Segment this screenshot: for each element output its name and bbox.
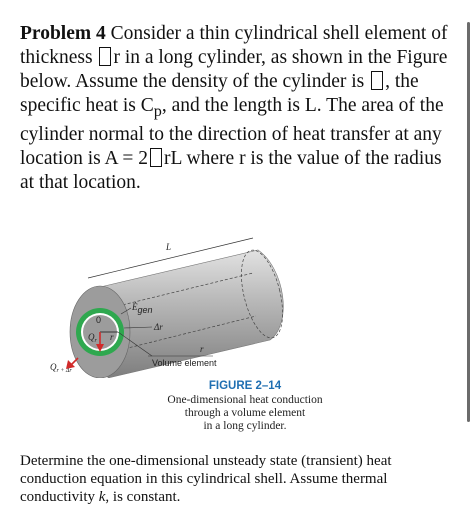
label-length: L — [166, 242, 172, 252]
label-origin: 0 — [96, 315, 102, 325]
label-volume-element: Volume element — [152, 358, 217, 368]
task-statement — [20, 452, 450, 506]
figure-label: FIGURE 2–14 — [208, 380, 282, 392]
missing-symbol-box — [371, 71, 383, 90]
label-radius: r — [110, 332, 114, 342]
task-text-1: Determine the one-dimensional unsteady state (transient) heat conduction equation in this cylindrical shell. Assume thermal conductivity — [20, 453, 392, 505]
caption-line-2: through a volume element — [184, 407, 306, 419]
problem-title: Problem 4 — [20, 23, 106, 44]
task-text-2: , is constant. — [105, 489, 181, 505]
problem-statement — [20, 22, 450, 195]
label-delta-r: Δr — [154, 322, 163, 332]
figure-caption — [140, 380, 350, 433]
cp-subscript: p — [153, 101, 162, 120]
label-r-axis: r — [200, 344, 204, 354]
label-qr-dr: $Q_{r + \Delta r}$ — [50, 362, 72, 374]
label-egen: Ėgen — [132, 302, 153, 315]
cylinder-figure — [48, 228, 308, 378]
problem-text-5: rL where r is the value of the radius at that location. — [20, 147, 442, 193]
scrollbar[interactable] — [467, 22, 470, 422]
caption-line-1: One-dimensional heat conduction — [167, 394, 323, 406]
missing-symbol-box — [99, 47, 111, 66]
problem-text-2: r in a long cylinder, as shown in the Figure below. Assume the density of the cylinder is — [20, 47, 448, 92]
problem-text-1: Consider a thin cylindrical shell element of thickness — [20, 23, 448, 68]
caption-line-3: in a long cylinder. — [203, 420, 287, 432]
missing-symbol-box — [150, 148, 162, 167]
label-qr: $Q_r$ — [88, 332, 97, 344]
problem-text-3: , the specific heat is C — [20, 71, 419, 116]
task-k: k — [98, 489, 106, 505]
problem-text-4: , and the length is L. The area of the cylinder normal to the direction of heat transfer at any location is A = 2 — [20, 95, 444, 169]
